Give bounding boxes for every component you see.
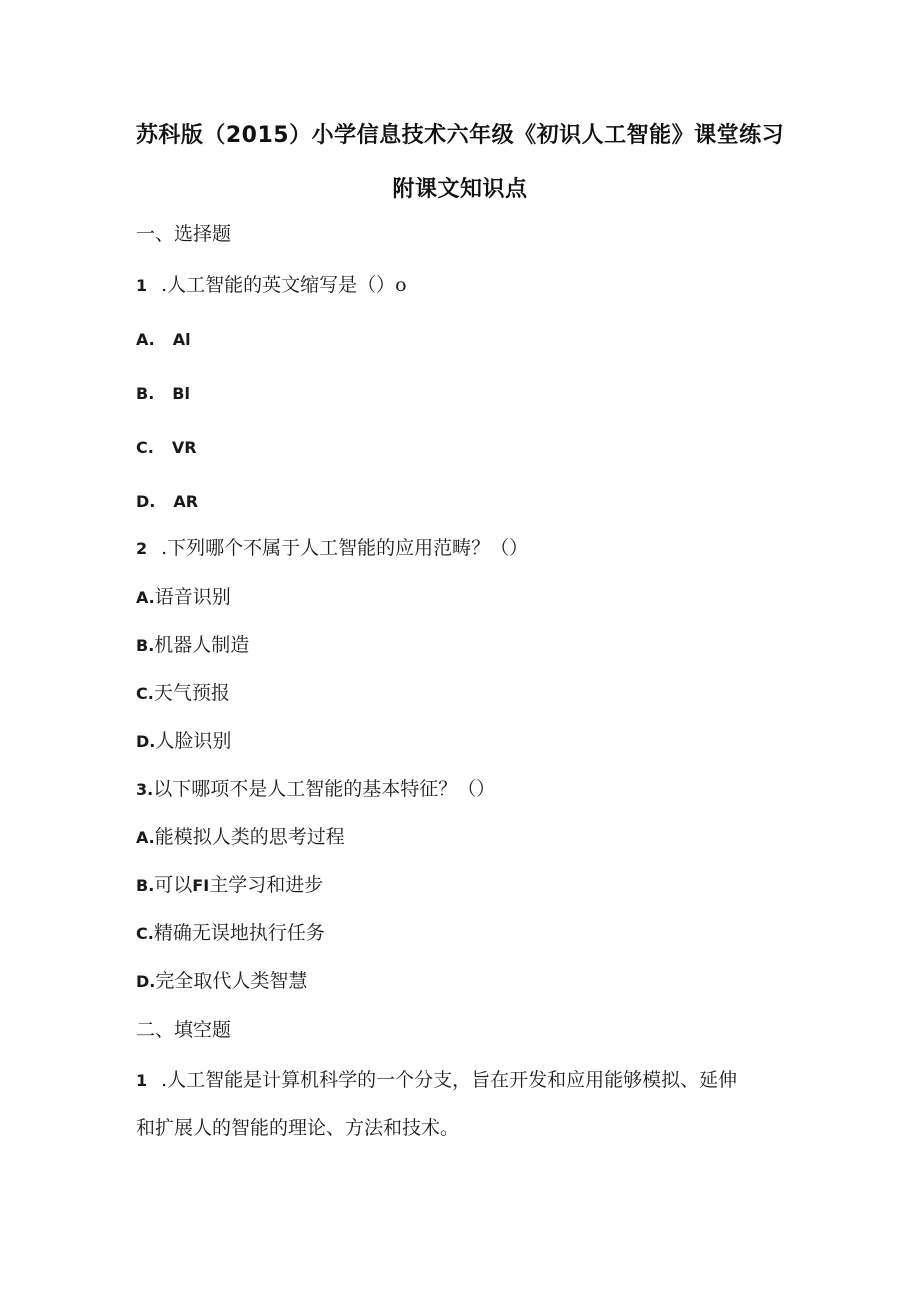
question-2 bbox=[136, 533, 528, 560]
option-2a bbox=[136, 582, 231, 609]
question-1 bbox=[136, 270, 407, 297]
option-value-rest: 主学习和进步 bbox=[209, 874, 324, 896]
option-key: A. bbox=[136, 828, 155, 847]
document-title: 苏科版（2015）小学信息技术六年级《初识人工智能》课堂练习 bbox=[135, 123, 785, 148]
option-key: A. bbox=[136, 588, 155, 607]
option-2c bbox=[136, 678, 230, 705]
option-key: B. bbox=[136, 636, 155, 655]
option-value: VR bbox=[171, 438, 197, 457]
option-value: Al bbox=[172, 330, 191, 349]
option-value: 完全取代人类智慧 bbox=[155, 970, 308, 992]
section-heading-fill: 二、填空题 bbox=[136, 1019, 232, 1041]
question-number: 1 bbox=[136, 276, 148, 295]
option-3c bbox=[136, 918, 325, 945]
fill-question-1-line1 bbox=[136, 1065, 737, 1092]
option-key: A. bbox=[136, 330, 155, 349]
option-value: 可以 bbox=[154, 874, 193, 896]
option-value: AR bbox=[173, 492, 199, 511]
question-text: .人工智能是计算机科学的一个分支，旨在开发和应用能够模拟、延伸 bbox=[161, 1069, 738, 1091]
option-1c bbox=[136, 436, 197, 458]
option-value: 能模拟人类的思考过程 bbox=[154, 826, 345, 848]
option-key: B. bbox=[136, 384, 155, 403]
option-key: B. bbox=[136, 876, 155, 895]
option-key: D. bbox=[136, 492, 156, 511]
question-text: .人工智能的英文缩写是（）o bbox=[161, 274, 407, 296]
question-3 bbox=[136, 774, 495, 801]
option-key: C. bbox=[136, 924, 154, 943]
option-3a bbox=[136, 822, 345, 849]
option-value: 语音识别 bbox=[154, 586, 231, 608]
option-value: 机器人制造 bbox=[154, 634, 250, 656]
option-key: D. bbox=[136, 972, 156, 991]
option-2b bbox=[136, 630, 249, 657]
question-text: .下列哪个不属于人工智能的应用范畴？（） bbox=[161, 537, 529, 559]
document-subtitle: 附课文知识点 bbox=[392, 177, 528, 202]
option-3b bbox=[136, 870, 323, 897]
option-key: C. bbox=[136, 438, 154, 457]
option-value: Bl bbox=[172, 384, 190, 403]
question-number: 3. bbox=[136, 780, 154, 799]
section-heading-choice: 一、选择题 bbox=[136, 223, 232, 245]
question-number: 1 bbox=[136, 1071, 148, 1090]
question-number: 2 bbox=[136, 539, 148, 558]
option-key: C. bbox=[136, 684, 154, 703]
option-value-ocr-fragment: FI bbox=[192, 876, 210, 895]
option-1a bbox=[136, 328, 191, 350]
option-value: 人脸识别 bbox=[155, 730, 232, 752]
option-value: 精确无误地执行任务 bbox=[153, 922, 325, 944]
option-1d bbox=[136, 490, 198, 512]
fill-question-1-line2: 和扩展人的智能的理论、方法和技术。 bbox=[136, 1117, 460, 1139]
option-1b bbox=[136, 382, 190, 404]
option-value: 天气预报 bbox=[153, 682, 230, 704]
option-3d bbox=[136, 966, 307, 993]
option-2d bbox=[136, 726, 231, 753]
option-key: D. bbox=[136, 732, 156, 751]
question-text: 以下哪项不是人工智能的基本特征？（） bbox=[153, 778, 496, 800]
